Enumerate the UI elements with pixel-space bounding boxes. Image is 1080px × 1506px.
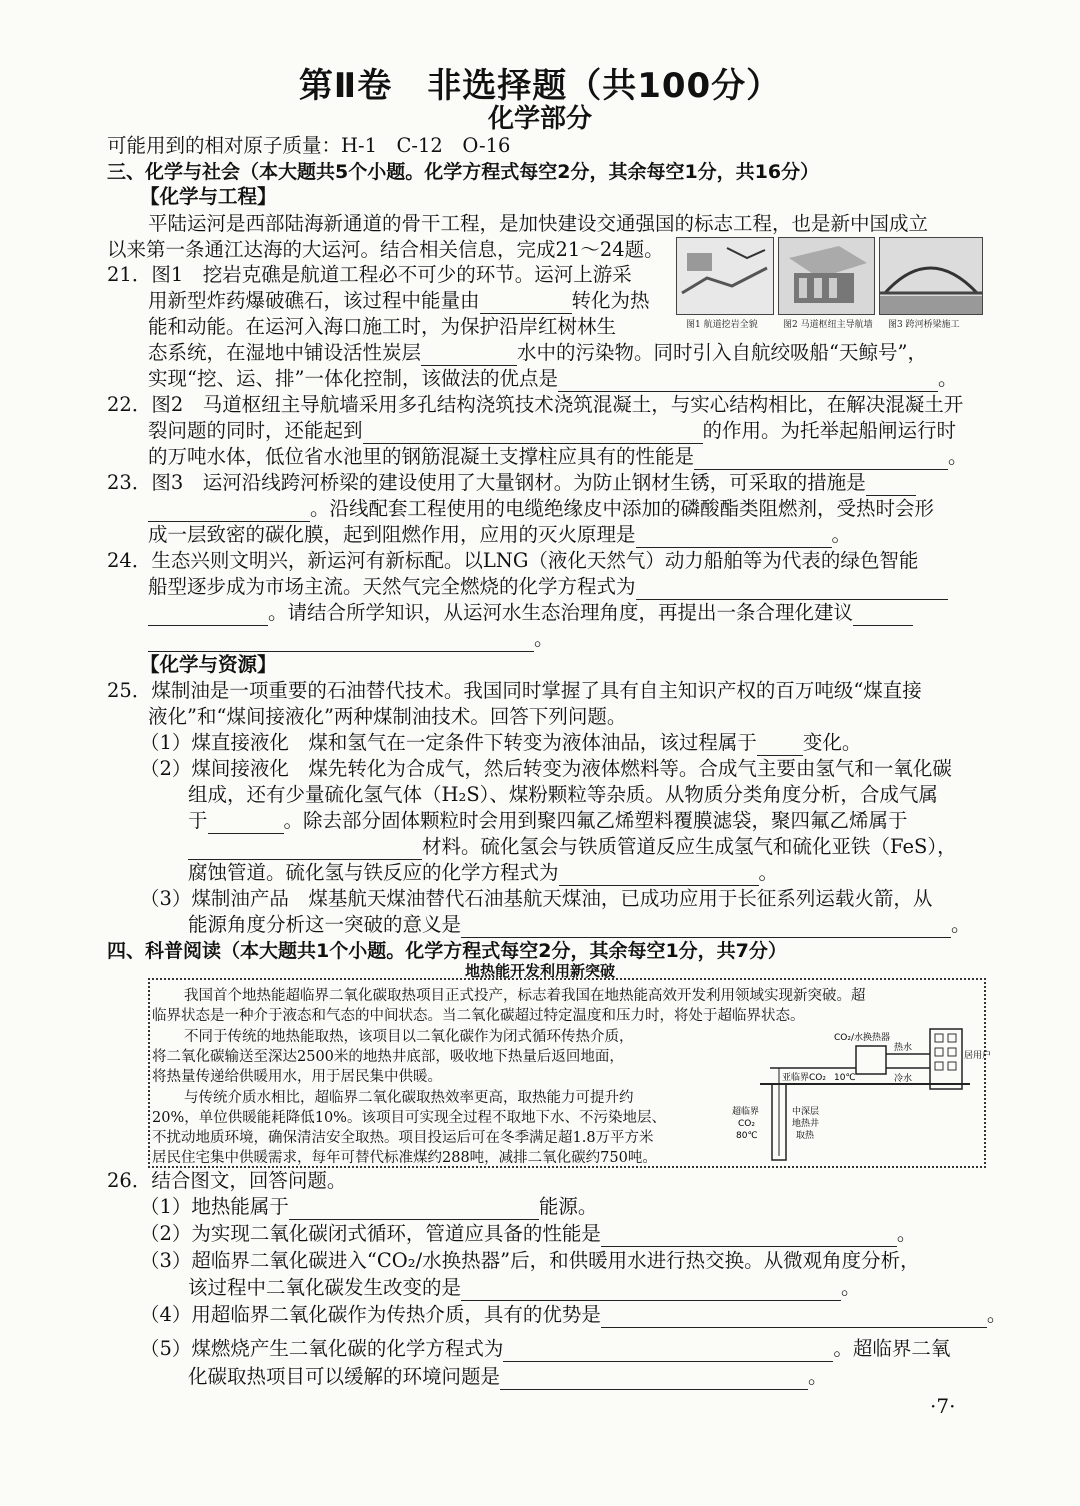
article-para3-line3: 不扰动地质环境，确保清洁安全取热。项目投运后可在冬季满足超1.8万平方米: [152, 1130, 654, 1146]
figure-2-caption: 图2 马道枢纽主导航墙: [783, 320, 873, 330]
q23-line-3: 成一层致密的碳化膜，起到阻燃作用，应用的灭火原理是 。: [148, 523, 852, 546]
atomic-mass-line: 可能用到的相对原子质量：H-1 C-12 O-16: [107, 134, 511, 157]
answer-blank[interactable]: [461, 917, 951, 938]
answer-blank[interactable]: [601, 1226, 897, 1247]
q22-line-1: 22．图2 马道枢纽主导航墙采用多孔结构浇筑技术浇筑混凝土，与实心结构相比，在解决混凝土开: [107, 393, 964, 416]
diagram-left-label-2: CO₂: [738, 1119, 755, 1129]
answer-blank[interactable]: [188, 839, 422, 860]
article-para3-line4: 居民住宅集中供暖需求，每年可替代标准煤约288吨，减排二氧化碳约750吨。: [152, 1150, 657, 1166]
section4-heading: 四、科普阅读（本大题共1个小题。化学方程式每空2分，其余每空1分，共7分）: [107, 940, 787, 962]
article-title: 地热能开发利用新突破: [464, 962, 615, 980]
diagram-left-label-1: 超临界: [732, 1107, 760, 1117]
page-number: ·7·: [930, 1394, 956, 1418]
q26-stem: 26．结合图文，回答问题。: [107, 1169, 347, 1192]
answer-blank[interactable]: [148, 631, 534, 652]
q25-sub2-line-4: 材料。硫化氢会与铁质管道反应生成氢气和硫化亚铁（FeS），: [188, 834, 957, 860]
q24-line-1: 24．生态兴则文明兴，新运河有新标配。以LNG（液化天然气）动力船舶等为代表的绿色智能: [107, 549, 919, 572]
q22-line-3: 的万吨水体，低位省水池里的钢筋混凝土支撑柱应具有的性能是 。: [148, 445, 968, 468]
q26-sub2: （2）为实现二氧化碳闭式循环，管道应具备的性能是 。: [140, 1222, 917, 1245]
answer-blank[interactable]: [559, 865, 759, 886]
answer-blank[interactable]: [208, 813, 284, 834]
diagram-users-label: 居用户: [964, 1051, 992, 1061]
q26-sub1: （1）地热能属于 能源。: [140, 1195, 598, 1218]
answer-blank[interactable]: [558, 371, 938, 392]
answer-blank[interactable]: [363, 423, 703, 444]
q21-line-5: 实现“挖、运、排”一体化控制，该做法的优点是 。: [148, 367, 958, 390]
q25-line-1: 25．煤制油是一项重要的石油替代技术。我国同时掌握了具有自主知识产权的百万吨级“煤直接: [107, 679, 922, 702]
geothermal-diagram: [730, 1024, 992, 1162]
q21-line-4: 态系统，在湿地中铺设活性炭层 水中的污染物。同时引入自航绞吸船“天鲸号”，: [148, 341, 927, 364]
answer-blank[interactable]: [636, 579, 948, 600]
article-para2-line1: 不同于传统的地热能取热，该项目以二氧化碳作为闭式循环传热介质，: [184, 1029, 634, 1045]
diagram-co2-top: 亚临界CO₂: [782, 1073, 826, 1083]
diagram-well-label-3: 取热: [796, 1131, 815, 1141]
diagram-left-label-3: 80℃: [736, 1131, 758, 1141]
q25-line-2: 液化”和“煤间接液化”两种煤制油技术。回答下列问题。: [148, 705, 627, 728]
answer-blank[interactable]: [694, 449, 948, 470]
q25-sub1: （1）煤直接液化 煤和氢气在一定条件下转变为液体油品，该过程属于 变化。: [140, 731, 862, 754]
article-para2-line2: 将二氧化碳输送至深达2500米的地热井底部，吸收地下热量后返回地面，: [152, 1049, 624, 1065]
answer-blank[interactable]: [421, 345, 517, 366]
q26-sub3-line1: （3）超临界二氧化碳进入“CO₂/水换热器”后，和供暖用水进行热交换。从微观角度分析，: [140, 1249, 920, 1272]
q21-line-3: 能和动能。在运河入海口施工时，为保护沿岸红树林生: [148, 315, 617, 338]
engineering-tag: 【化学与工程】: [140, 185, 277, 208]
q23-line-2: 。沿线配套工程使用的电缆绝缘皮中添加的磷酸酯类阻燃剂，受热时会形: [148, 496, 934, 522]
figure-1-image: [676, 237, 774, 315]
figure-2-image: [778, 237, 875, 315]
answer-blank[interactable]: [289, 1199, 539, 1220]
q26-sub5-line1: （5）煤燃烧产生二氧化碳的化学方程式为 。超临界二氧: [140, 1337, 951, 1360]
answer-blank[interactable]: [461, 1280, 841, 1301]
q25-sub2-line-5: 腐蚀管道。硫化氢与铁反应的化学方程式为 。: [188, 861, 779, 884]
answer-blank[interactable]: [866, 475, 916, 496]
answer-blank[interactable]: [148, 605, 268, 626]
q24-line-4: 。: [148, 626, 554, 652]
q22-line-2: 裂问题的同时，还能起到 的作用。为托举起船闸运行时: [148, 419, 957, 442]
q25-sub2-line-1: （2）煤间接液化 煤先转化为合成气，然后转变为液体燃料等。合成气主要由氢气和一氧化碳: [140, 757, 952, 780]
diagram-temp-top: 10℃: [834, 1073, 856, 1083]
q26-sub4: （4）用超临界二氧化碳作为传热介质，具有的优势是 。: [140, 1303, 1007, 1326]
diagram-exchanger-label: CO₂/水换热器: [834, 1033, 891, 1043]
page-subtitle: 化学部分: [487, 104, 592, 134]
diagram-well-label-2: 地热井: [792, 1119, 820, 1129]
q21-line-2: 用新型炸药爆破礁石，该过程中能量由 转化为热: [148, 289, 650, 312]
resources-tag: 【化学与资源】: [140, 653, 277, 676]
q25-sub2-line-2: 组成，还有少量硫化氢气体（H₂S）、煤粉颗粒等杂质。从物质分类角度分析，合成气属: [188, 783, 938, 806]
diagram-hot-water: 热水: [894, 1043, 913, 1053]
intro-line-1: 平陆运河是西部陆海新通道的骨干工程，是加快建设交通强国的标志工程，也是新中国成立: [148, 212, 929, 235]
answer-blank[interactable]: [636, 527, 832, 548]
figure-3-image: [879, 237, 983, 315]
answer-blank[interactable]: [853, 605, 913, 626]
q26-sub3-line2: 该过程中二氧化碳发生改变的是 。: [188, 1276, 861, 1299]
figure-3-caption: 图3 跨河桥梁施工: [888, 320, 960, 330]
answer-blank[interactable]: [503, 1341, 833, 1362]
page-title: 第Ⅱ卷 非选择题（共100分）: [298, 66, 782, 106]
q24-line-2: 船型逐步成为市场主流。天然气完全燃烧的化学方程式为: [148, 574, 948, 600]
article-para1-line2: 临界状态是一种介于液态和气态的中间状态。当二氧化碳超过特定温度和压力时，将处于超临界状态。: [152, 1008, 805, 1024]
q25-sub3-line-1: （3）煤制油产品 煤基航天煤油替代石油基航天煤油，已成功应用于长征系列运载火箭，从: [140, 887, 933, 910]
diagram-cold-water: 冷水: [894, 1074, 913, 1084]
q25-sub2-line-3: 于 。除去部分固体颗粒时会用到聚四氟乙烯塑料覆膜滤袋，聚四氟乙烯属于: [188, 809, 908, 832]
article-para3-line2: 20%，单位供暖能耗降低10%。该项目可实现全过程不取地下水、不污染地层、: [152, 1110, 666, 1126]
figure-1-caption: 图1 航道挖岩全貌: [686, 320, 758, 330]
section3-heading: 三、化学与社会（本大题共5个小题。化学方程式每空2分，其余每空1分，共16分）: [107, 161, 820, 183]
q26-sub5-line2: 化碳取热项目可以缓解的环境问题是 。: [188, 1365, 828, 1388]
article-para1-line1: 我国首个地热能超临界二氧化碳取热项目正式投产，标志着我国在地热能高效开发利用领域实现新突破。超: [184, 988, 866, 1004]
diagram-well-label-1: 中深层: [792, 1107, 820, 1117]
intro-line-2: 以来第一条通江达海的大运河。结合相关信息，完成21～24题。: [107, 238, 664, 261]
q24-line-3: 。请结合所学知识，从运河水生态治理角度，再提出一条合理化建议: [148, 600, 913, 626]
q23-line-1: 23．图3 运河沿线跨河桥梁的建设使用了大量钢材。为防止钢材生锈，可采取的措施是: [107, 470, 916, 496]
answer-blank[interactable]: [757, 735, 803, 756]
article-para2-line3: 将热量传递给供暖用水，用于居民集中供暖。: [152, 1069, 442, 1085]
q21-line-1: 21．图1 挖岩克礁是航道工程必不可少的环节。运河上游采: [107, 263, 632, 286]
q25-sub3-line-2: 能源角度分析这一突破的意义是 。: [188, 913, 971, 936]
answer-blank[interactable]: [480, 293, 572, 314]
answer-blank[interactable]: [601, 1307, 987, 1328]
article-para3-line1: 与传统介质水相比，超临界二氧化碳取热效率更高，取热能力可提升约: [184, 1090, 634, 1106]
answer-blank[interactable]: [148, 501, 310, 522]
answer-blank[interactable]: [500, 1369, 808, 1390]
